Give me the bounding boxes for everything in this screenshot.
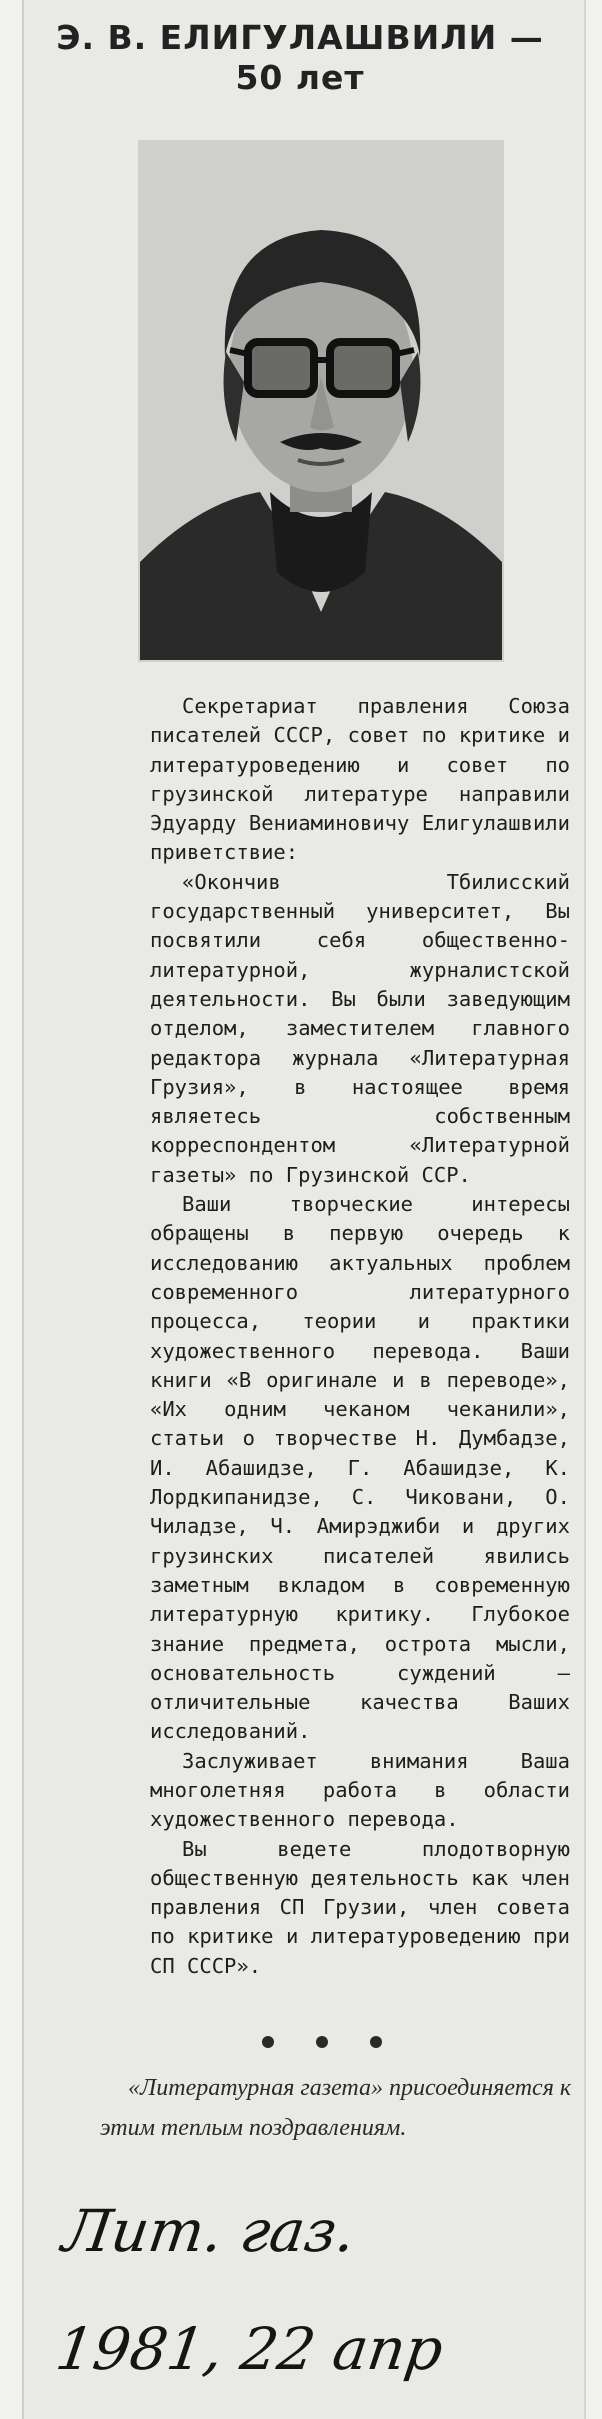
portrait-image: [140, 142, 502, 660]
article-title: Э. В. ЕЛИГУЛАШВИЛИ —: [56, 18, 544, 57]
article-subtitle: 50 лет: [235, 58, 365, 97]
paragraph-career: «Окончив Тбилисский государственный университет, Вы посвятили себя общественно-литературной, журналистской деятельности. Вы были заведующим отделом, заместителем главного редактора журнала «Литературная Грузия», в настоящее время являетесь собственным корреспондентом «Литературной газеты» по Грузинской ССР.: [150, 869, 570, 1187]
closing-note: «Литературная газета» присоединяется к этим теплым поздравлениям.: [100, 2075, 572, 2141]
paragraph-works: Ваши творческие интересы обращены в первую очередь к исследованию актуальных проблем современного литературного процесса, теории и практики художественного перевода. Ваши книги «В оригинале и в переводе», «Их одним чеканом чеканили», статьи о творчестве Н. Думбадзе, И. Абашидзе, Г. Абашидзе, К. Лордкипанидзе, С. Чиковани, О. Чиладзе, Ч. Амирэджиби и других грузинских писателей явились заметным вкладом в современную литературную критику. Глубокое знание предмета, острота мысли, основательность суждений — отличительные качества Ваших исследований.: [150, 1192, 570, 1744]
handwritten-annotation: [38, 2172, 591, 2408]
handwritten-source: Лит. газ.: [58, 2197, 360, 2265]
paragraph-translation: Заслуживает внимания Ваша многолетняя работа в области художественного перевода.: [150, 1748, 570, 1832]
section-divider: [262, 2032, 382, 2052]
article-headline: [40, 18, 560, 98]
divider-dot: [370, 2036, 382, 2048]
paragraph-intro: Секретариат правления Союза писателей СССР, совет по критике и литературоведению и совет по грузинской литературе направили Эдуарду Вениаминовичу Елигулашвили приветствие:: [150, 694, 570, 865]
handwritten-date: 1981, 22 апр: [51, 2315, 448, 2383]
divider-dot: [262, 2036, 274, 2048]
paragraph-public-work: Вы ведете плодотворную общественную деятельность как член правления СП Грузии, член совета по критике и литературоведению при СП СССР».: [150, 1836, 570, 1978]
portrait-photo: [138, 140, 504, 662]
article-body: [150, 692, 570, 1981]
divider-dot: [316, 2036, 328, 2048]
